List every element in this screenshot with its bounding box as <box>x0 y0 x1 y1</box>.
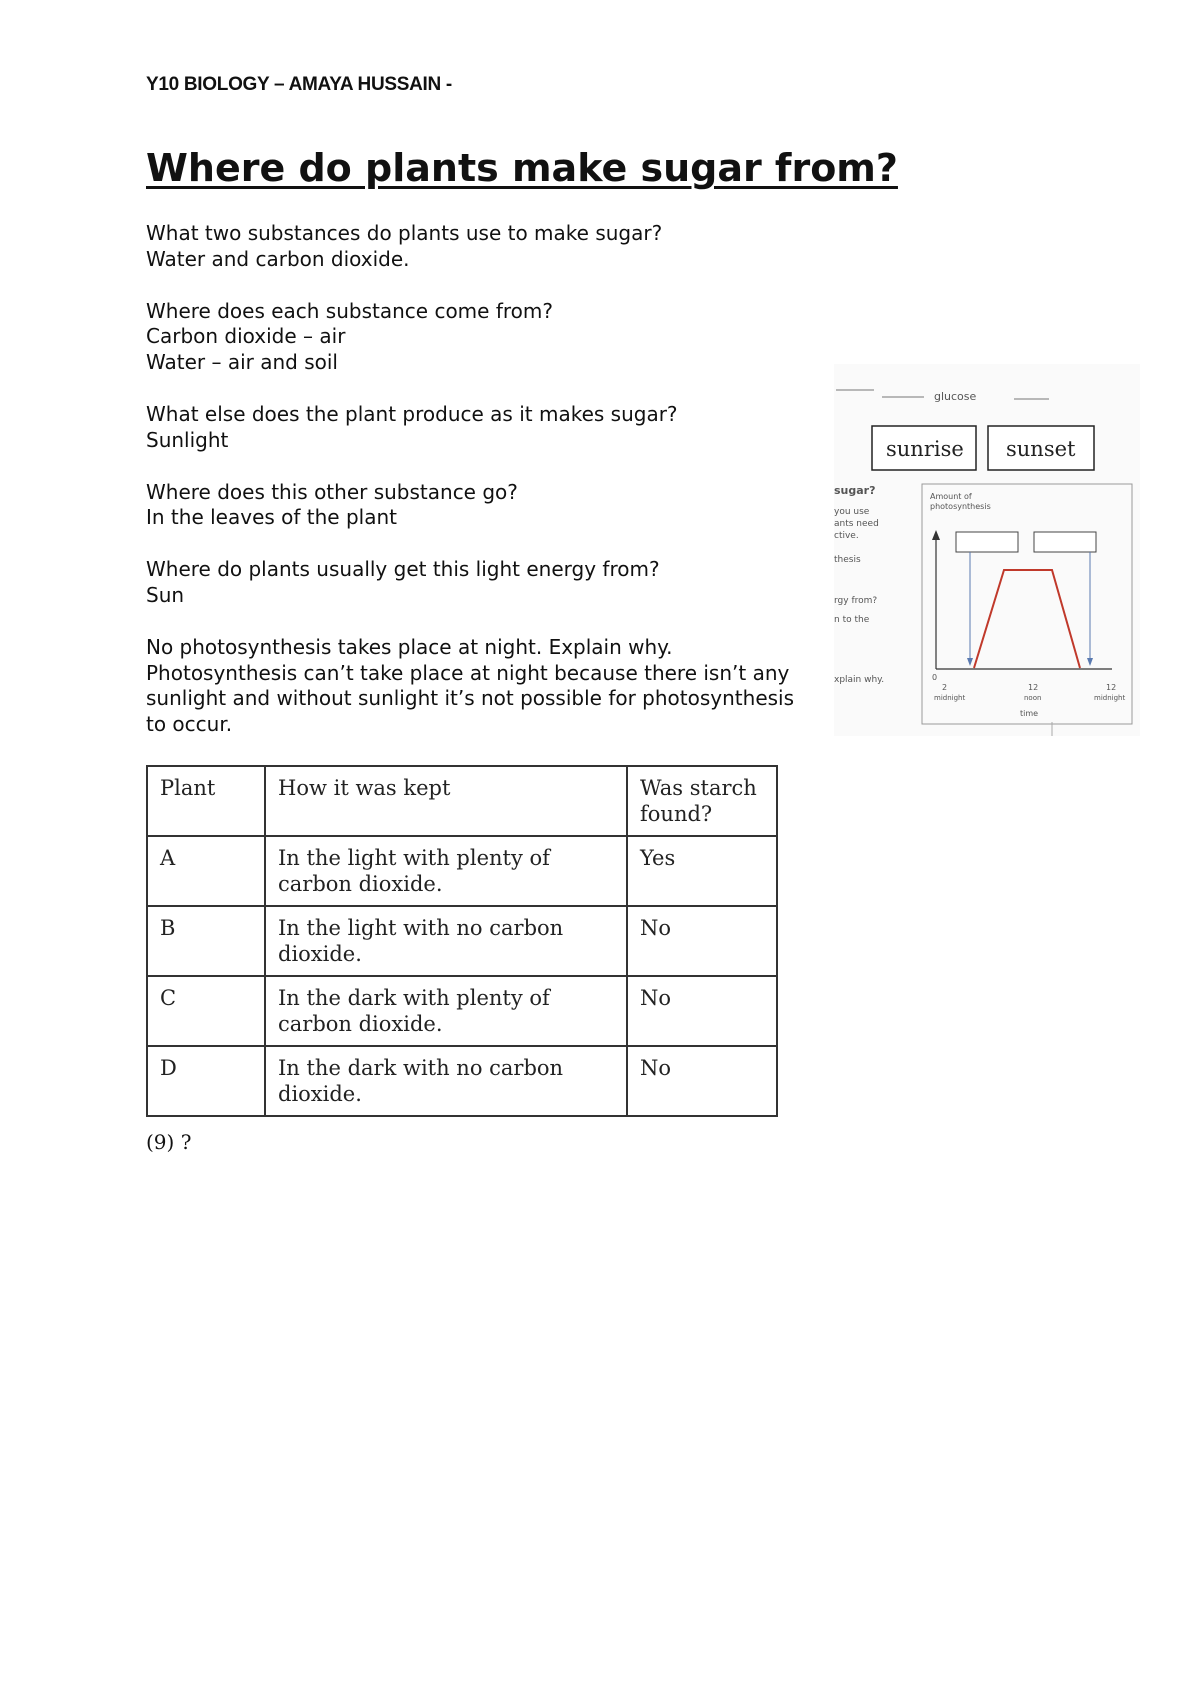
graph-axis-zero: 0 <box>932 673 938 682</box>
table-row <box>147 1046 777 1116</box>
graph-x-tick-sub: noon <box>1024 694 1042 702</box>
starch-table <box>146 765 778 1117</box>
page-title: Where do plants make sugar from? <box>146 146 898 190</box>
answer: Sun <box>146 582 185 607</box>
diagram-side-text: rgy from? <box>834 596 878 606</box>
sunrise-label: sunrise <box>886 437 964 461</box>
qa-block-5 <box>146 557 806 609</box>
diagram-side-text: n to the <box>834 615 870 625</box>
question: Where do plants usually get this light energy from? <box>146 557 660 582</box>
question-answer-list <box>146 221 806 764</box>
sunrise-arrowhead <box>967 658 973 666</box>
table-header-starch: Was starch found? <box>627 766 777 836</box>
question: Where does each substance come from? <box>146 298 553 323</box>
graph-x-tick-sub: midnight <box>1094 694 1126 702</box>
table-cell-condition: In the light with plenty of carbon dioxide. <box>265 836 627 906</box>
sunset-arrowhead <box>1087 658 1093 666</box>
table-cell-plant: D <box>147 1046 265 1116</box>
score-mark: (9) ? <box>146 1130 192 1154</box>
diagram-side-text: xplain why. <box>834 675 885 685</box>
table-cell-starch: No <box>627 906 777 976</box>
qa-block-1 <box>146 221 806 273</box>
graph-x-tick: 12 <box>1028 683 1039 692</box>
diagram-top-text: glucose <box>934 390 977 403</box>
graph-label-box-left <box>956 532 1018 552</box>
qa-block-3 <box>146 402 806 454</box>
diagram-side-text: ctive. <box>834 531 859 541</box>
question: Where does this other substance go? <box>146 479 518 504</box>
table-row <box>147 906 777 976</box>
graph-x-label: time <box>1020 709 1039 718</box>
table-cell-starch: Yes <box>627 836 777 906</box>
qa-block-2 <box>146 299 806 376</box>
diagram-side-text: ants need <box>834 519 879 529</box>
qa-block-6 <box>146 635 806 738</box>
graph-frame <box>922 484 1132 724</box>
graph-x-tick-sub: midnight <box>934 694 966 702</box>
diagram-side-text: thesis <box>834 555 861 565</box>
sunset-label: sunset <box>1006 437 1076 461</box>
photosynthesis-diagram <box>834 364 1140 736</box>
graph-y-label: photosynthesis <box>930 502 991 511</box>
answer: Photosynthesis can’t take place at night because there isn’t any sunlight and without sunlight it’s not possible for photosynthesis to occur. <box>146 660 795 737</box>
graph-y-label: Amount of <box>930 492 972 501</box>
answer: Water – air and soil <box>146 350 338 375</box>
table-cell-plant: A <box>147 836 265 906</box>
table-cell-condition: In the dark with plenty of carbon dioxide. <box>265 976 627 1046</box>
table-cell-plant: B <box>147 906 265 976</box>
answer: Water and carbon dioxide. <box>146 246 410 271</box>
table-header-plant: Plant <box>147 766 265 836</box>
qa-block-4 <box>146 480 806 532</box>
starch-table-wrapper <box>146 765 778 1117</box>
table-cell-starch: No <box>627 1046 777 1116</box>
table-row <box>147 976 777 1046</box>
document-header: Y10 BIOLOGY – AMAYA HUSSAIN - <box>146 74 452 95</box>
answer: Sunlight <box>146 427 229 452</box>
table-header-row <box>147 766 777 836</box>
diagram-side-text: sugar? <box>834 484 876 497</box>
table-cell-condition: In the light with no carbon dioxide. <box>265 906 627 976</box>
graph-label-box-right <box>1034 532 1096 552</box>
graph-y-axis-arrow <box>932 530 940 540</box>
table-cell-plant: C <box>147 976 265 1046</box>
answer: Carbon dioxide – air <box>146 324 346 349</box>
question: What two substances do plants use to make sugar? <box>146 221 663 245</box>
question: What else does the plant produce as it makes sugar? <box>146 401 678 426</box>
table-row <box>147 836 777 906</box>
graph-x-tick: 12 <box>1106 683 1117 692</box>
graph-x-tick: 2 <box>942 683 948 692</box>
photosynthesis-curve <box>974 570 1080 668</box>
table-cell-starch: No <box>627 976 777 1046</box>
question: No photosynthesis takes place at night. Explain why. <box>146 634 673 659</box>
diagram-side-text: you use <box>834 507 870 517</box>
table-header-how-kept: How it was kept <box>265 766 627 836</box>
table-cell-condition: In the dark with no carbon dioxide. <box>265 1046 627 1116</box>
diagram-svg <box>834 364 1140 736</box>
answer: In the leaves of the plant <box>146 505 397 530</box>
